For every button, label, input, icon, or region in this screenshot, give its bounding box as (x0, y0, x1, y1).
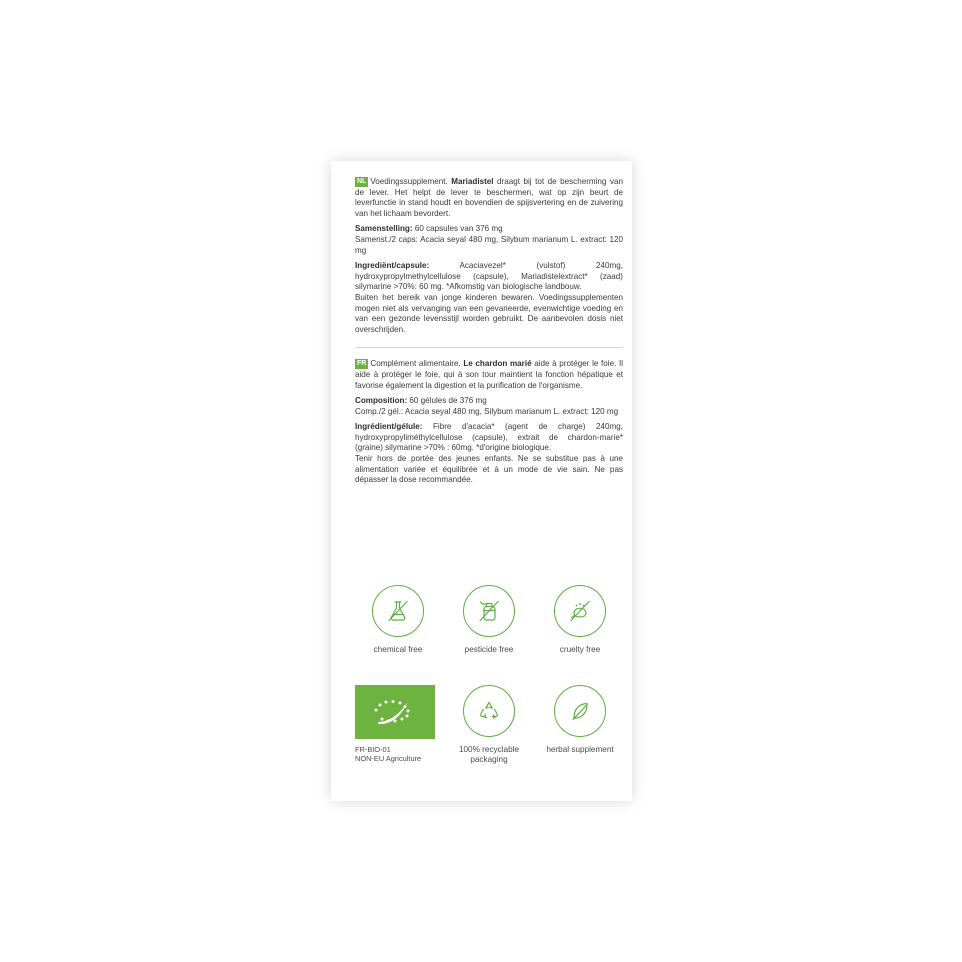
recycle-icon (463, 685, 515, 737)
fr-intro-rest: aide à protéger le foie. Il aide à protéger le foie, qui à son tour maintient la fonction hépatique et favorise également la digestion et la purification de l'organisme. (355, 359, 623, 390)
label-text-content (355, 177, 623, 486)
nl-section (355, 177, 623, 335)
badge-eu-organic (355, 685, 441, 764)
fr-ingredient-label: Ingrédient/gélule: (355, 422, 423, 432)
nl-composition-label: Samenstelling: (355, 224, 413, 234)
badge-row-1 (355, 585, 623, 655)
fr-section (355, 359, 623, 486)
fr-composition-value: 60 gélules de 376 mg (407, 396, 487, 406)
badge-herbal-supplement (537, 685, 623, 755)
fr-ingredient-value: Fibre d'acacia* (agent de charge) 240mg, hydroxypropyliméthylcellulose (capsule), extrait de chardon-marie* (graine) silymarine >70% : 60mg. *d'origine biologique. (355, 422, 623, 453)
nl-warning: Buiten het bereik van jonge kinderen bewaren. Voedingssupplementen mogen niet als vervanging van een gevarieerde, evenwichtige voeding en van een gezonde levensstijl worden gebruikt. De aanbevolen dosis niet overschrijden. (355, 292, 623, 334)
eu-organic-leaf-icon (355, 685, 435, 739)
fr-composition (355, 396, 623, 407)
nl-language-tag: NL (357, 178, 367, 185)
badge-grid (355, 585, 623, 765)
flask-crossed-icon (372, 585, 424, 637)
badge-caption: herbal supplement (546, 745, 614, 754)
fr-warning: Tenir hors de portée des jeunes enfants. Ne se substitue pas à une alimentation variée et équilibrée et à un mode de vie sain. Ne pas dépasser la dose recommandée. (355, 454, 623, 485)
fr-language-tag: FR (357, 360, 367, 368)
section-divider (355, 347, 623, 348)
nl-intro-paragraph (355, 177, 623, 219)
badge-chemical-free (355, 585, 441, 655)
fr-intro-paragraph (355, 359, 623, 391)
nl-intro-rest: draagt bij tot de bescherming van de lever. Het helpt de lever te beschermen, wat op zijn beurt de leverfunctie in stand houdt en bovendien de spijsvertering en de zuivering van het lichaam bevordert. (355, 177, 623, 218)
nl-intro-bold: Mariadistel (451, 177, 494, 186)
fr-ingredient (355, 422, 623, 454)
nl-composition-value: 60 capsules van 376 mg (412, 224, 503, 234)
badge-pesticide-free (446, 585, 532, 655)
badge-caption: cruelty free (559, 645, 601, 654)
badge-recyclable-packaging (446, 685, 532, 765)
fr-composition-label: Composition: (355, 396, 408, 406)
fr-intro-bold: Le chardon marié (463, 359, 532, 369)
badge-caption: pesticide free (464, 645, 514, 654)
spray-bottle-crossed-icon (463, 585, 515, 637)
leaf-icon (554, 685, 606, 737)
rabbit-crossed-icon (554, 585, 606, 637)
badge-cruelty-free (537, 585, 623, 655)
badge-caption-line2: NON-EU Agriculture (355, 754, 422, 764)
nl-composition-detail: Samenst./2 caps: Acacia seyal 480 mg, Silybum marianum L. extract: 120 mg (355, 234, 623, 255)
nl-intro-prefix: Voedingssupplement. (370, 177, 452, 186)
badge-caption: 100% recyclable packaging (458, 745, 520, 764)
badge-caption-line1: FR-BIO-01 (355, 745, 391, 754)
fr-composition-detail: Comp./2 gél.: Acacia seyal 480 mg, Silybum marianum L. extract: 120 mg (355, 406, 619, 416)
badge-caption: chemical free (373, 645, 423, 654)
nl-ingredient-value: Acaciavezel* (vulstof) 240mg, hydroxypropylmethylcellulose (capsule), Mariadistelextract* (zaad) silymarine >70%: 60 mg. *Afkomstig van biologische landbouw. (355, 261, 623, 292)
nl-composition (355, 224, 623, 235)
nl-ingredient (355, 261, 623, 293)
badge-row-2 (355, 685, 623, 765)
fr-intro-prefix: Complément alimentaire. (370, 359, 464, 369)
nl-ingredient-label: Ingrediënt/capsule: (355, 261, 430, 271)
label-panel (331, 161, 632, 801)
